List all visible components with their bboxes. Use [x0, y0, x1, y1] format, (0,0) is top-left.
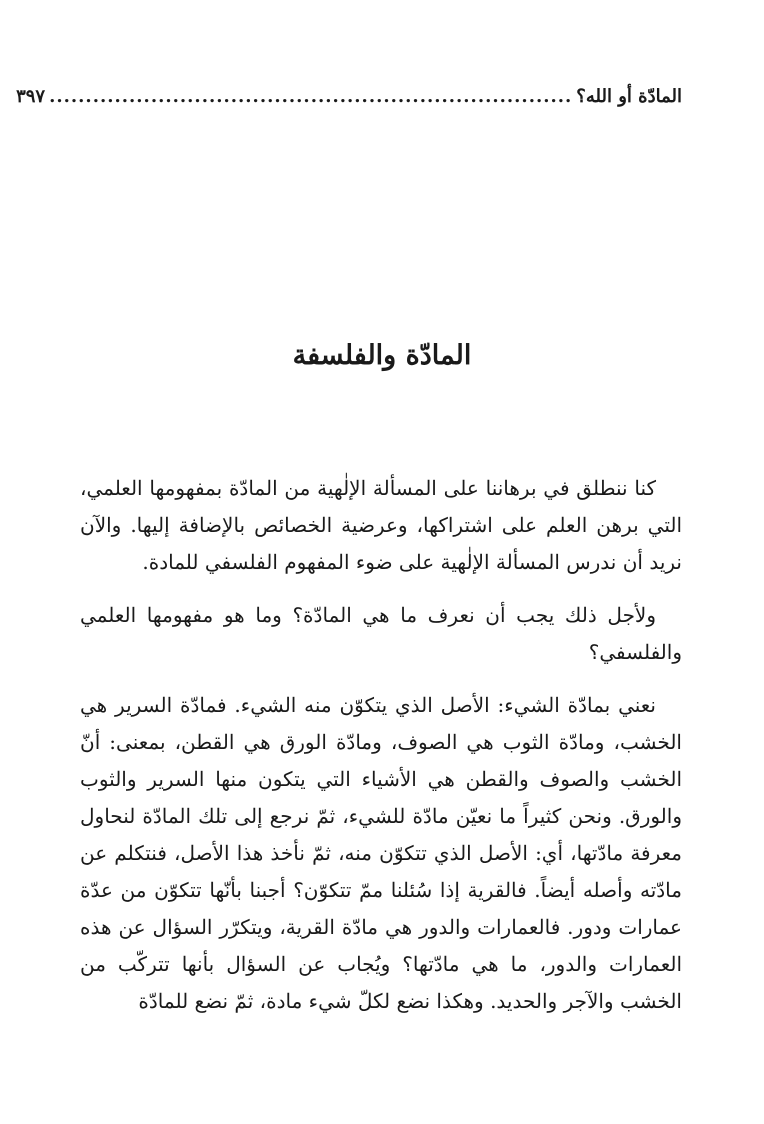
running-title: المادّة أو الله؟	[576, 86, 682, 107]
running-header	[16, 86, 682, 116]
page-number: ٣٩٧	[16, 86, 46, 107]
paragraph: كنا ننطلق في برهاننا على المسألة الإلٰهية من المادّة بمفهومها العلمي، التي برهن العلم على اشتراكها، وعرضية الخصائص بالإضافة إليها. والآن نريد أن ندرس المسألة الإلٰهية على ضوء المفهوم الفلسفي للمادة.	[80, 476, 682, 574]
leader-dots: ........................................................................	[49, 86, 573, 107]
section-title: المادّة والفلسفة	[292, 340, 472, 371]
paragraph: ولأجل ذلك يجب أن نعرف ما هي المادّة؟ وما هو مفهومها العلمي والفلسفي؟	[80, 603, 682, 664]
body-text	[80, 470, 682, 1036]
paragraph: نعني بمادّة الشيء: الأصل الذي يتكوّن منه الشيء. فمادّة السرير هي الخشب، ومادّة الثوب هي الصوف، ومادّة الورق هي القطن، بمعنى: أنّ الخشب والصوف والقطن هي الأشياء التي يتكون منها السرير والثوب والورق. ونحن كثيراً ما نعيّن مادّة للشيء، ثمّ نرجع إلى تلك المادّة لنحاول معرفة مادّتها، أي: الأصل الذي تتكوّن منه، ثمّ نأخذ هذا الأصل، فنتكلم عن مادّته وأصله أيضاً. فالقرية إذا سُئلنا ممّ تتكوّن؟ أجبنا بأنّها تتكوّن من عدّة عمارات ودور. فالعمارات والدور هي مادّة القرية، ويتكرّر السؤال عن هذه العمارات والدور، ما هي مادّتها؟ ويُجاب عن السؤال بأنها تتركّب من الخشب والآجر والحديد. وهكذا نضع لكلّ شيء مادة، ثمّ نضع للمادّة	[80, 693, 683, 1013]
